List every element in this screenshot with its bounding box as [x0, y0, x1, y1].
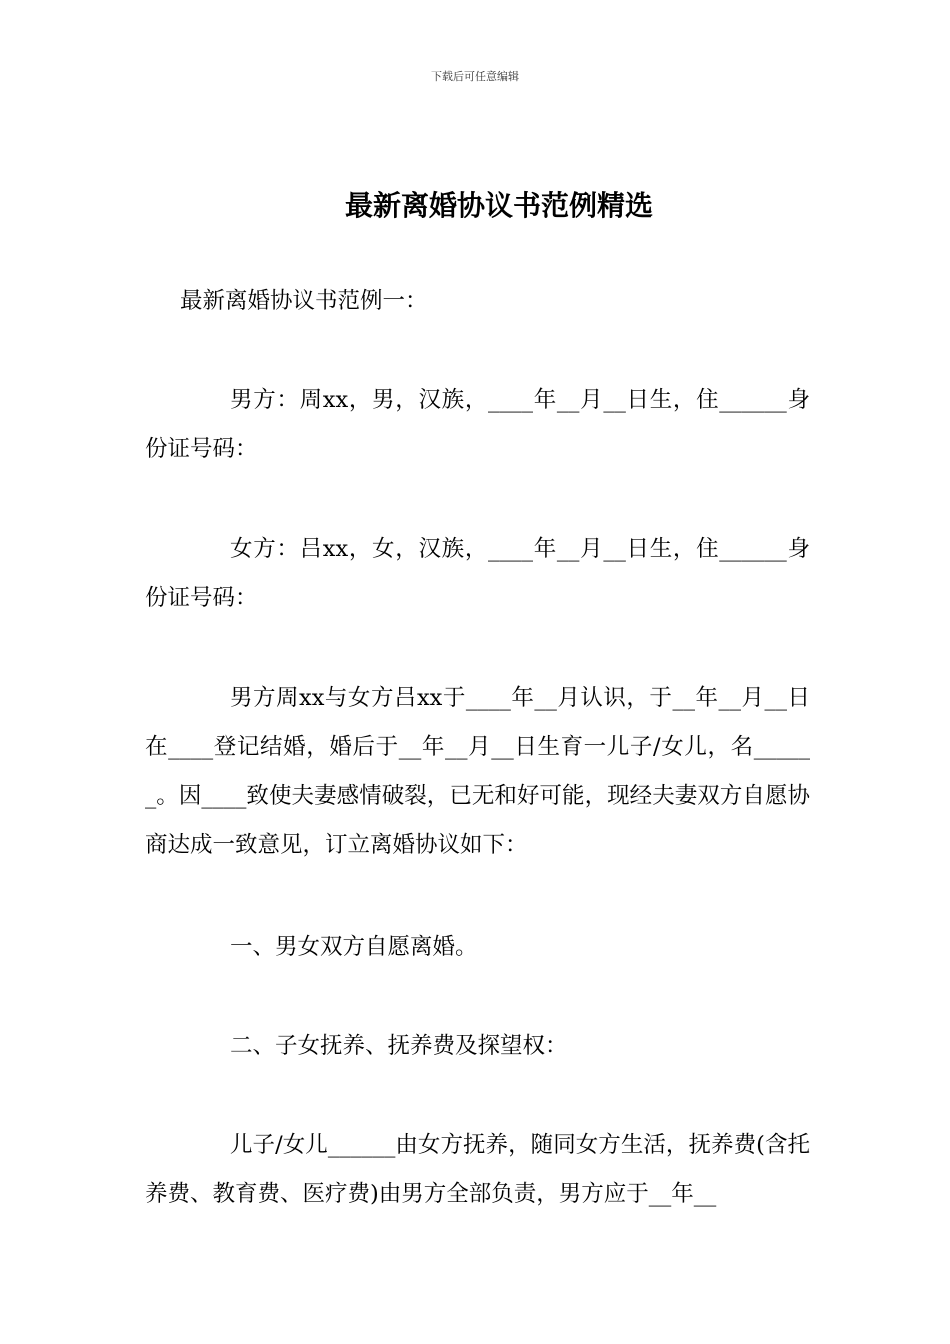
paragraph-clause-1: 一、男女双方自愿离婚。 [230, 934, 478, 960]
paragraph-clause-2: 二、子女抚养、抚养费及探望权： [230, 1033, 568, 1059]
paragraph-child-custody: 儿子/女儿______由女方抚养，随同女方生活，抚养费(含托养费、教育费、医疗费)由男方全部负责，男方应于__年__ [145, 1132, 810, 1207]
document-title: 最新离婚协议书范例精选 [344, 189, 653, 222]
page-header-note: 下载后可任意编辑 [431, 70, 519, 83]
paragraph-female-party: 女方：吕xx，女，汉族，____年__月__日生，住______身份证号码： [145, 536, 810, 611]
section-label: 最新离婚协议书范例一： [180, 288, 428, 314]
paragraph-male-party: 男方：周xx，男，汉族，____年__月__日生，住______身份证号码： [145, 387, 810, 462]
paragraph-marriage-background: 男方周xx与女方吕xx于____年__月认识，于__年__月__日在____登记结婚，婚后于__年__月__日生育一儿子/女儿，名______。因____致使夫妻感情破裂，已无和好可能，现经夫妻双方自愿协商达成一致意见，订立离婚协议如下： [145, 685, 810, 858]
